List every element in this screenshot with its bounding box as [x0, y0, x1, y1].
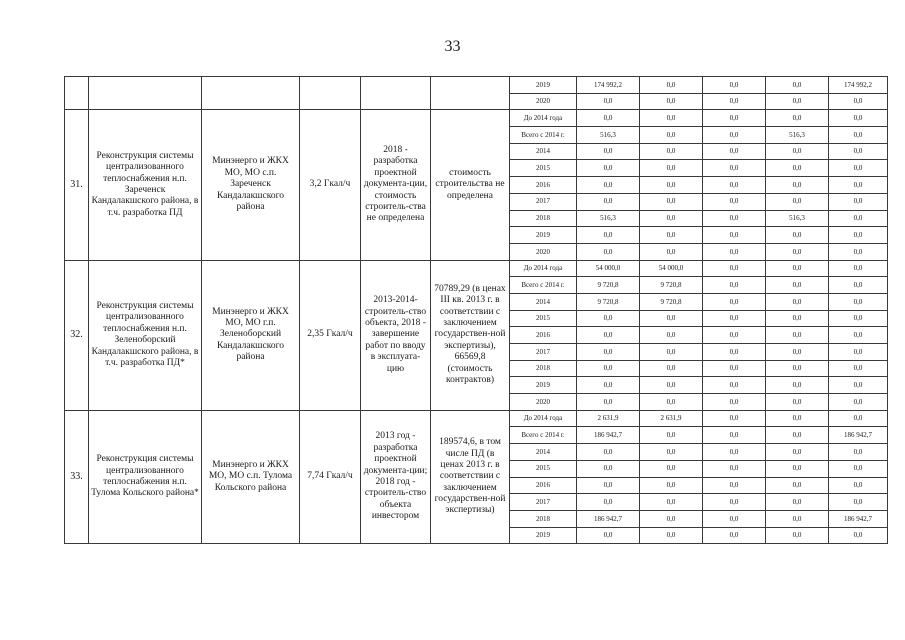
value-cell: 0,0: [703, 110, 766, 127]
blank-cell: [89, 77, 202, 110]
value-cell: 0,0: [577, 460, 640, 477]
value-cell: 0,0: [703, 227, 766, 244]
value-cell: 0,0: [766, 360, 829, 377]
table-row: [65, 410, 888, 427]
year-cell: 2014: [510, 143, 577, 160]
value-cell: 0,0: [829, 494, 888, 511]
project-power: 7,74 Гкал/ч: [300, 410, 361, 544]
value-cell: 0,0: [703, 444, 766, 461]
value-cell: 0,0: [829, 460, 888, 477]
value-cell: 0,0: [703, 394, 766, 411]
value-cell: 0,0: [766, 527, 829, 544]
value-cell: 186 942,7: [577, 510, 640, 527]
value-cell: 0,0: [766, 510, 829, 527]
project-name: Реконструкция системы централизованного теплоснабжения н.п. Тулома Кольского района*: [89, 410, 202, 544]
value-cell: 186 942,7: [829, 510, 888, 527]
value-cell: 0,0: [829, 110, 888, 127]
value-cell: 0,0: [766, 193, 829, 210]
value-cell: 0,0: [703, 143, 766, 160]
value-cell: 0,0: [703, 510, 766, 527]
value-cell: 0,0: [703, 77, 766, 94]
value-cell: 0,0: [766, 160, 829, 177]
value-cell: 0,0: [829, 360, 888, 377]
value-cell: 0,0: [829, 193, 888, 210]
value-cell: 0,0: [703, 494, 766, 511]
value-cell: 0,0: [703, 177, 766, 194]
value-cell: 0,0: [577, 477, 640, 494]
year-cell: 2015: [510, 310, 577, 327]
value-cell: 0,0: [766, 177, 829, 194]
year-cell: 2018: [510, 210, 577, 227]
value-cell: 54 000,0: [577, 260, 640, 277]
year-cell: Всего с 2014 г.: [510, 127, 577, 144]
year-cell: 2015: [510, 160, 577, 177]
value-cell: 186 942,7: [577, 427, 640, 444]
value-cell: 0,0: [829, 277, 888, 294]
value-cell: 0,0: [703, 277, 766, 294]
table-body: [65, 77, 888, 544]
project-number: 31.: [65, 110, 89, 260]
value-cell: 0,0: [766, 394, 829, 411]
value-cell: 0,0: [640, 477, 703, 494]
value-cell: 0,0: [766, 93, 829, 110]
blank-cell: [65, 77, 89, 110]
value-cell: 0,0: [829, 227, 888, 244]
project-power: 2,35 Гкал/ч: [300, 260, 361, 410]
value-cell: 0,0: [829, 444, 888, 461]
value-cell: 0,0: [640, 494, 703, 511]
year-cell: 2016: [510, 327, 577, 344]
value-cell: 9 720,8: [640, 293, 703, 310]
value-cell: 0,0: [829, 293, 888, 310]
value-cell: 0,0: [640, 510, 703, 527]
blank-cell: [431, 77, 510, 110]
value-cell: 0,0: [703, 477, 766, 494]
value-cell: 0,0: [766, 444, 829, 461]
value-cell: 186 942,7: [829, 427, 888, 444]
year-cell: До 2014 года: [510, 260, 577, 277]
value-cell: 0,0: [703, 293, 766, 310]
value-cell: 0,0: [577, 494, 640, 511]
value-cell: 0,0: [766, 344, 829, 361]
value-cell: 0,0: [640, 77, 703, 94]
value-cell: 0,0: [766, 327, 829, 344]
year-cell: До 2014 года: [510, 110, 577, 127]
value-cell: 9 720,8: [640, 277, 703, 294]
value-cell: 0,0: [766, 260, 829, 277]
year-cell: 2019: [510, 77, 577, 94]
project-stage: 2013 год - разработка проектной документа-ции; 2018 год - строитель-ство объекта инвестором: [361, 410, 431, 544]
value-cell: 174 992,2: [577, 77, 640, 94]
project-cost: 189574,6, в том числе ПД (в ценах 2013 г. в соответствии с заключением государствен-ной экспертизы): [431, 410, 510, 544]
year-cell: 2017: [510, 193, 577, 210]
value-cell: 0,0: [577, 360, 640, 377]
value-cell: 0,0: [640, 93, 703, 110]
value-cell: 0,0: [640, 177, 703, 194]
value-cell: 0,0: [703, 127, 766, 144]
value-cell: 0,0: [766, 310, 829, 327]
year-cell: 2016: [510, 477, 577, 494]
value-cell: 516,3: [766, 210, 829, 227]
value-cell: 0,0: [640, 127, 703, 144]
value-cell: 0,0: [577, 444, 640, 461]
value-cell: 0,0: [766, 227, 829, 244]
year-cell: Всего с 2014 г.: [510, 277, 577, 294]
value-cell: 0,0: [829, 377, 888, 394]
page-number: 33: [444, 38, 461, 55]
value-cell: 0,0: [577, 227, 640, 244]
value-cell: 0,0: [640, 527, 703, 544]
year-cell: До 2014 года: [510, 410, 577, 427]
project-organization: Минэнерго и ЖКХ МО, МО г.п. Зеленоборский Кандалакшского района: [202, 260, 300, 410]
value-cell: 0,0: [640, 227, 703, 244]
value-cell: 2 631,9: [577, 410, 640, 427]
value-cell: 0,0: [640, 377, 703, 394]
value-cell: 0,0: [640, 143, 703, 160]
value-cell: 0,0: [766, 77, 829, 94]
program-table: [64, 76, 888, 544]
value-cell: 174 992,2: [829, 77, 888, 94]
value-cell: 0,0: [829, 410, 888, 427]
year-cell: 2015: [510, 460, 577, 477]
value-cell: 0,0: [703, 410, 766, 427]
project-number: 32.: [65, 260, 89, 410]
value-cell: 0,0: [577, 344, 640, 361]
value-cell: 0,0: [703, 360, 766, 377]
value-cell: 0,0: [577, 193, 640, 210]
value-cell: 0,0: [577, 143, 640, 160]
value-cell: 0,0: [766, 410, 829, 427]
value-cell: 0,0: [640, 427, 703, 444]
value-cell: 0,0: [829, 143, 888, 160]
value-cell: 0,0: [829, 327, 888, 344]
value-cell: 0,0: [829, 260, 888, 277]
value-cell: 0,0: [577, 327, 640, 344]
value-cell: 0,0: [640, 110, 703, 127]
year-cell: 2019: [510, 377, 577, 394]
value-cell: 0,0: [703, 460, 766, 477]
value-cell: 0,0: [829, 127, 888, 144]
year-cell: Всего с 2014 г.: [510, 427, 577, 444]
value-cell: 0,0: [577, 377, 640, 394]
value-cell: 0,0: [766, 110, 829, 127]
value-cell: 0,0: [766, 377, 829, 394]
value-cell: 0,0: [766, 427, 829, 444]
value-cell: 0,0: [640, 444, 703, 461]
value-cell: 0,0: [829, 527, 888, 544]
blank-cell: [202, 77, 300, 110]
value-cell: 0,0: [829, 344, 888, 361]
value-cell: 0,0: [640, 210, 703, 227]
value-cell: 516,3: [577, 210, 640, 227]
value-cell: 0,0: [640, 243, 703, 260]
value-cell: 0,0: [703, 93, 766, 110]
value-cell: 0,0: [703, 527, 766, 544]
year-cell: 2017: [510, 494, 577, 511]
value-cell: 0,0: [703, 427, 766, 444]
blank-cell: [361, 77, 431, 110]
value-cell: 0,0: [640, 327, 703, 344]
value-cell: 0,0: [829, 210, 888, 227]
value-cell: 0,0: [766, 243, 829, 260]
table-row: [65, 110, 888, 127]
value-cell: 9 720,8: [577, 293, 640, 310]
project-number: 33.: [65, 410, 89, 544]
table-row: [65, 77, 888, 94]
project-cost: стоимость строительства не определена: [431, 110, 510, 260]
value-cell: 0,0: [829, 243, 888, 260]
project-stage: 2013-2014- строитель-ство объекта, 2018 - завершение работ по вводу в эксплуата-цию: [361, 260, 431, 410]
value-cell: 0,0: [829, 177, 888, 194]
year-cell: 2019: [510, 527, 577, 544]
value-cell: 0,0: [829, 477, 888, 494]
value-cell: 9 720,8: [577, 277, 640, 294]
value-cell: 516,3: [766, 127, 829, 144]
value-cell: 2 631,9: [640, 410, 703, 427]
value-cell: 0,0: [640, 460, 703, 477]
value-cell: 0,0: [766, 477, 829, 494]
table-row: [65, 260, 888, 277]
year-cell: 2016: [510, 177, 577, 194]
value-cell: 0,0: [577, 243, 640, 260]
value-cell: 0,0: [703, 243, 766, 260]
value-cell: 0,0: [703, 327, 766, 344]
value-cell: 0,0: [640, 344, 703, 361]
value-cell: 0,0: [577, 160, 640, 177]
year-cell: 2020: [510, 93, 577, 110]
value-cell: 0,0: [829, 93, 888, 110]
year-cell: 2020: [510, 394, 577, 411]
value-cell: 0,0: [640, 310, 703, 327]
value-cell: 0,0: [766, 494, 829, 511]
value-cell: 0,0: [577, 110, 640, 127]
value-cell: 0,0: [640, 193, 703, 210]
project-name: Реконструкция системы централизованного теплоснабжения н.п. Зареченск Кандалакшского района, в т.ч. разработка ПД: [89, 110, 202, 260]
value-cell: 54 000,0: [640, 260, 703, 277]
value-cell: 0,0: [766, 460, 829, 477]
project-power: 3,2 Гкал/ч: [300, 110, 361, 260]
year-cell: 2017: [510, 344, 577, 361]
value-cell: 0,0: [640, 160, 703, 177]
project-organization: Минэнерго и ЖКХ МО, МО с.п. Тулома Кольского района: [202, 410, 300, 544]
value-cell: 0,0: [703, 377, 766, 394]
year-cell: 2018: [510, 360, 577, 377]
value-cell: 0,0: [577, 310, 640, 327]
value-cell: 0,0: [703, 344, 766, 361]
value-cell: 0,0: [703, 260, 766, 277]
project-cost: 70789,29 (в ценах III кв. 2013 г. в соответствии с заключением государствен-ной экспертизы), 66569,8 (стоимость контрактов): [431, 260, 510, 410]
project-stage: 2018 - разработка проектной документа-ции, стоимость строитель-ства не определена: [361, 110, 431, 260]
value-cell: 0,0: [703, 193, 766, 210]
value-cell: 0,0: [766, 277, 829, 294]
value-cell: 0,0: [829, 160, 888, 177]
year-cell: 2020: [510, 243, 577, 260]
value-cell: 0,0: [640, 394, 703, 411]
blank-cell: [300, 77, 361, 110]
value-cell: 516,3: [577, 127, 640, 144]
value-cell: 0,0: [766, 143, 829, 160]
project-organization: Минэнерго и ЖКХ МО, МО с.п. Зареченск Кандалакшского района: [202, 110, 300, 260]
project-name: Реконструкция системы централизованного теплоснабжения н.п. Зеленоборский Кандалакшского района, в т.ч. разработка ПД*: [89, 260, 202, 410]
value-cell: 0,0: [829, 310, 888, 327]
value-cell: 0,0: [703, 310, 766, 327]
value-cell: 0,0: [577, 394, 640, 411]
value-cell: 0,0: [829, 394, 888, 411]
year-cell: 2018: [510, 510, 577, 527]
value-cell: 0,0: [703, 210, 766, 227]
year-cell: 2014: [510, 444, 577, 461]
value-cell: 0,0: [577, 527, 640, 544]
value-cell: 0,0: [577, 93, 640, 110]
year-cell: 2019: [510, 227, 577, 244]
value-cell: 0,0: [577, 177, 640, 194]
value-cell: 0,0: [766, 293, 829, 310]
value-cell: 0,0: [640, 360, 703, 377]
year-cell: 2014: [510, 293, 577, 310]
value-cell: 0,0: [703, 160, 766, 177]
